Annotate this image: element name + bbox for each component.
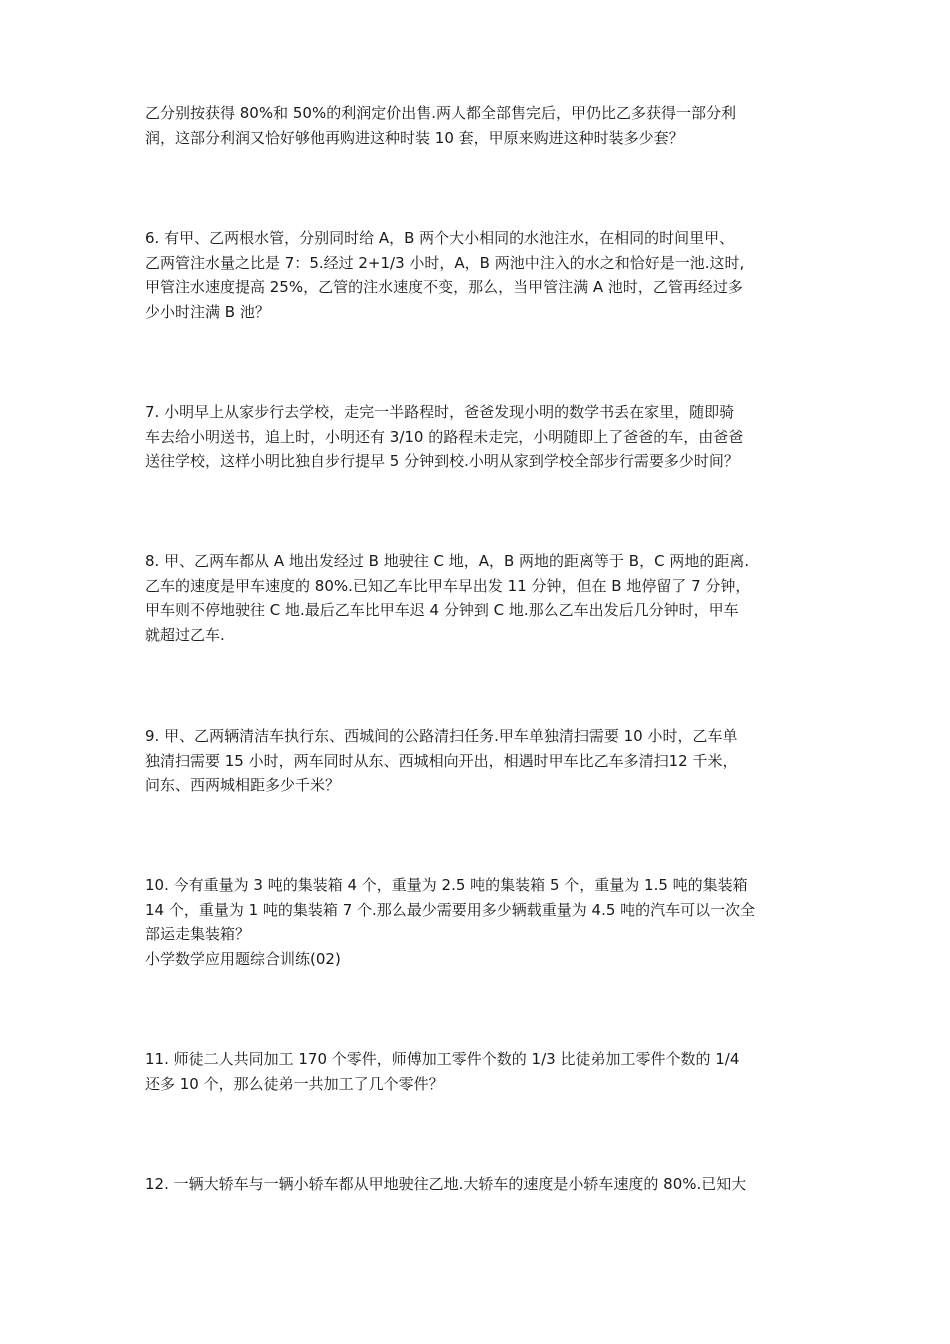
problem-12	[145, 1172, 810, 1197]
text-line: 甲车则不停地驶往 C 地.最后乙车比甲车迟 4 分钟到 C 地.那么乙车出发后几分钟时，甲车	[145, 601, 739, 619]
text-line: 部运走集装箱？	[145, 925, 251, 943]
section-heading: 小学数学应用题综合训练(02)	[145, 949, 341, 968]
text-line: 问东、西两城相距多少千米？	[145, 776, 341, 794]
text-line: 14 个，重量为 1 吨的集装箱 7 个.那么最少需要用多少辆载重量为 4.5 吨的汽车可以一次全	[145, 900, 756, 919]
text-line: 6. 有甲、乙两根水管，分别同时给 A，B 两个大小相同的水池注水，在相同的时间里甲、	[145, 229, 735, 247]
problem-7	[145, 400, 810, 474]
problem-10	[145, 873, 810, 971]
text-line: 乙两管注水量之比是 7：5.经过 2+1/3 小时，A，B 两池中注入的水之和恰好是一池.这时,	[145, 253, 745, 272]
text-line: 送往学校，这样小明比独自步行提早 5 分钟到校.小明从家到学校全部步行需要多少时间？	[145, 452, 739, 470]
text-line: 乙分别按获得 80%和 50%的利润定价出售.两人都全部售完后，甲仍比乙多获得一部分利	[145, 104, 736, 122]
text-line: 9. 甲、乙两辆清洁车执行东、西城间的公路清扫任务.甲车单独清扫需要 10 小时，乙车单	[145, 727, 738, 745]
text-line: 11. 师徒二人共同加工 170 个零件，师傅加工零件个数的 1/3 比徒弟加工零件个数的 1/4	[145, 1050, 740, 1068]
problem-9	[145, 724, 810, 798]
text-line: 就超过乙车.	[145, 625, 225, 644]
text-line: 10. 今有重量为 3 吨的集装箱 4 个，重量为 2.5 吨的集装箱 5 个，重量为 1.5 吨的集装箱	[145, 876, 748, 894]
text-line: 润，这部分利润又恰好够他再购进这种时装 10 套，甲原来购进这种时装多少套？	[145, 128, 684, 147]
text-line: 8. 甲、乙两车都从 A 地出发经过 B 地驶往 C 地，A，B 两地的距离等于 B，C 两地的距离.	[145, 552, 750, 570]
problem-5-continuation	[145, 101, 810, 150]
text-line: 还多 10 个，那么徒弟一共加工了几个零件？	[145, 1074, 444, 1093]
problem-11	[145, 1047, 810, 1096]
text-line: 甲管注水速度提高 25%，乙管的注水速度不变，那么，当甲管注满 A 池时，乙管再经过多	[145, 278, 743, 296]
text-line: 车去给小明送书，追上时，小明还有 3/10 的路程未走完，小明随即上了爸爸的车，由爸爸	[145, 427, 744, 446]
text-line: 乙车的速度是甲车速度的 80%.已知乙车比甲车早出发 11 分钟，但在 B 地停留了 7 分钟，	[145, 576, 751, 595]
problem-6	[145, 226, 810, 324]
text-line: 7. 小明早上从家步行去学校，走完一半路程时，爸爸发现小明的数学书丢在家里，随即骑	[145, 403, 735, 421]
text-line: 少小时注满 B 池？	[145, 302, 270, 321]
text-line: 12. 一辆大轿车与一辆小轿车都从甲地驶往乙地.大轿车的速度是小轿车速度的 80%.已知大	[145, 1175, 747, 1193]
problem-8	[145, 549, 810, 647]
text-line: 独清扫需要 15 小时，两车同时从东、西城相向开出，相遇时甲车比乙车多清扫12 千米，	[145, 751, 738, 770]
